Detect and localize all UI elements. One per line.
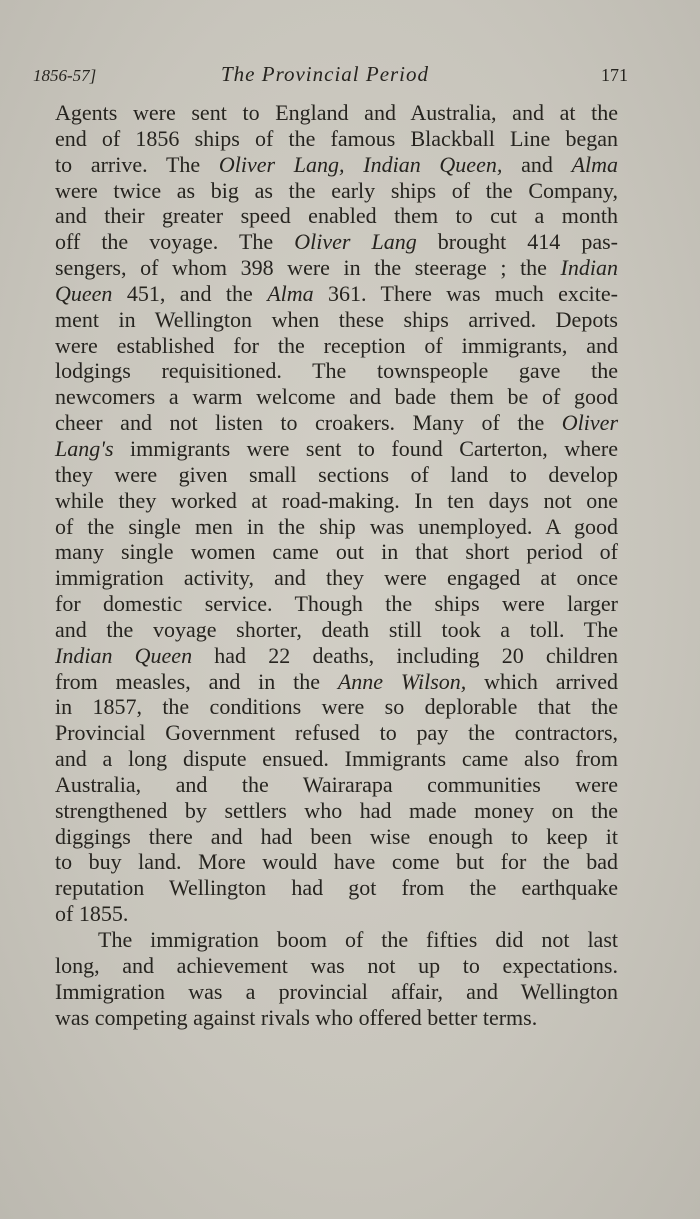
text-segment: 451, and the (112, 280, 268, 306)
italic-text: Indian Queen (55, 642, 193, 668)
text-segment: Provincial Government refused to pay the contractors, (55, 720, 618, 746)
text-line (55, 436, 618, 462)
text-segment: was competing against rivals who offered better terms. (55, 1004, 538, 1030)
text-segment: brought 414 pas- (416, 229, 618, 255)
text-segment: end of 1856 ships of the famous Blackball Line began (55, 125, 618, 151)
text-line (55, 358, 618, 384)
text-segment: Immigration was a provincial affair, and Wellington (55, 978, 618, 1004)
text-line (55, 229, 618, 255)
text-line (55, 203, 618, 229)
text-line (55, 307, 618, 333)
text-line (55, 384, 618, 410)
italic-text: Anne Wilson, (337, 668, 467, 694)
text-line (55, 565, 618, 591)
text-line (55, 488, 618, 514)
text-segment: immigrants were sent to found Carterton, where (113, 435, 618, 461)
text-line (55, 591, 618, 617)
text-line (55, 281, 618, 307)
text-segment: long, and achievement was not up to expectations. (55, 952, 618, 978)
text-segment: newcomers a warm welcome and bade them be of good (55, 384, 618, 410)
italic-text: Indian (560, 255, 618, 281)
running-head (33, 62, 628, 90)
text-segment: to arrive. The (55, 151, 219, 177)
text-segment: off the voyage. The (55, 229, 295, 255)
text-line (55, 100, 618, 126)
text-segment: to buy land. More would have come but for the bad (55, 849, 618, 875)
page-number: 171 (601, 65, 628, 85)
text-segment: they were given small sections of land to develop (55, 461, 618, 487)
italic-text: Lang's (55, 435, 114, 461)
text-line (55, 410, 618, 436)
italic-text: Oliver (561, 410, 618, 436)
text-line (55, 333, 618, 359)
italic-text: Queen (55, 280, 113, 306)
text-line (55, 927, 618, 953)
text-line (55, 462, 618, 488)
text-segment: while they worked at road-making. In ten days not one (55, 487, 618, 513)
text-line (55, 694, 618, 720)
text-line (55, 255, 618, 281)
text-line (55, 772, 618, 798)
text-segment: of 1855. (55, 901, 129, 927)
text-segment: ment in Wellington when these ships arrived. Depots (55, 306, 618, 332)
text-segment: for domestic service. Though the ships were larger (55, 591, 618, 617)
text-line (55, 849, 618, 875)
text-segment: The immigration boom of the fifties did not last (98, 927, 618, 952)
text-segment: reputation Wellington had got from the earthquake (55, 875, 618, 901)
text-line (55, 798, 618, 824)
text-line (55, 1005, 618, 1031)
text-line (55, 539, 618, 565)
text-segment: from measles, and in the (55, 668, 338, 694)
text-segment: many single women came out in that short period of (55, 539, 618, 565)
text-segment: of the single men in the ship was unemployed. A good (55, 513, 618, 539)
body-text (55, 100, 618, 1030)
text-segment: and the voyage shorter, death still took a toll. The (55, 616, 618, 642)
text-segment: and their greater speed enabled them to cut a month (55, 203, 618, 229)
text-segment: were twice as big as the early ships of the Company, (55, 177, 618, 203)
italic-text: Alma (267, 280, 314, 306)
text-segment: lodgings requisitioned. The townspeople gave the (55, 358, 618, 384)
paragraph (55, 100, 618, 927)
text-segment: diggings there and had been wise enough to keep it (55, 823, 618, 849)
italic-text: Oliver Lang, Indian Queen, (218, 151, 503, 177)
text-segment: were established for the reception of immigrants, and (55, 332, 618, 358)
text-segment: 361. There was much excite- (313, 280, 618, 306)
date-range: 1856-57] (33, 66, 97, 85)
italic-text: Alma (571, 151, 619, 177)
text-line (55, 669, 618, 695)
text-line (55, 979, 618, 1005)
chapter-title: The Provincial Period (221, 62, 430, 86)
text-segment: which arrived (466, 668, 618, 694)
text-segment: Australia, and the Wairarapa communities were (55, 771, 618, 797)
text-segment: immigration activity, and they were engaged at once (55, 565, 618, 591)
text-segment: and (502, 151, 572, 177)
text-segment: in 1857, the conditions were so deplorable that the (55, 694, 618, 720)
text-line (55, 746, 618, 772)
text-segment: and a long dispute ensued. Immigrants came also from (55, 746, 618, 772)
text-line (55, 178, 618, 204)
text-line (55, 617, 618, 643)
text-line (55, 901, 618, 927)
text-segment: strengthened by settlers who had made money on the (55, 797, 618, 823)
text-segment: cheer and not listen to croakers. Many of the (55, 410, 562, 436)
text-line (55, 514, 618, 540)
text-segment: had 22 deaths, including 20 children (192, 642, 618, 668)
text-line (55, 824, 618, 850)
text-line (55, 720, 618, 746)
text-line (55, 643, 618, 669)
italic-text: Oliver Lang (294, 229, 417, 255)
text-line (55, 126, 618, 152)
text-segment: sengers, of whom 398 were in the steerage ; the (55, 255, 561, 281)
text-segment: Agents were sent to England and Australia, and at the (55, 100, 618, 125)
text-line (55, 152, 618, 178)
paragraph (55, 927, 618, 1030)
text-line (55, 875, 618, 901)
text-line (55, 953, 618, 979)
